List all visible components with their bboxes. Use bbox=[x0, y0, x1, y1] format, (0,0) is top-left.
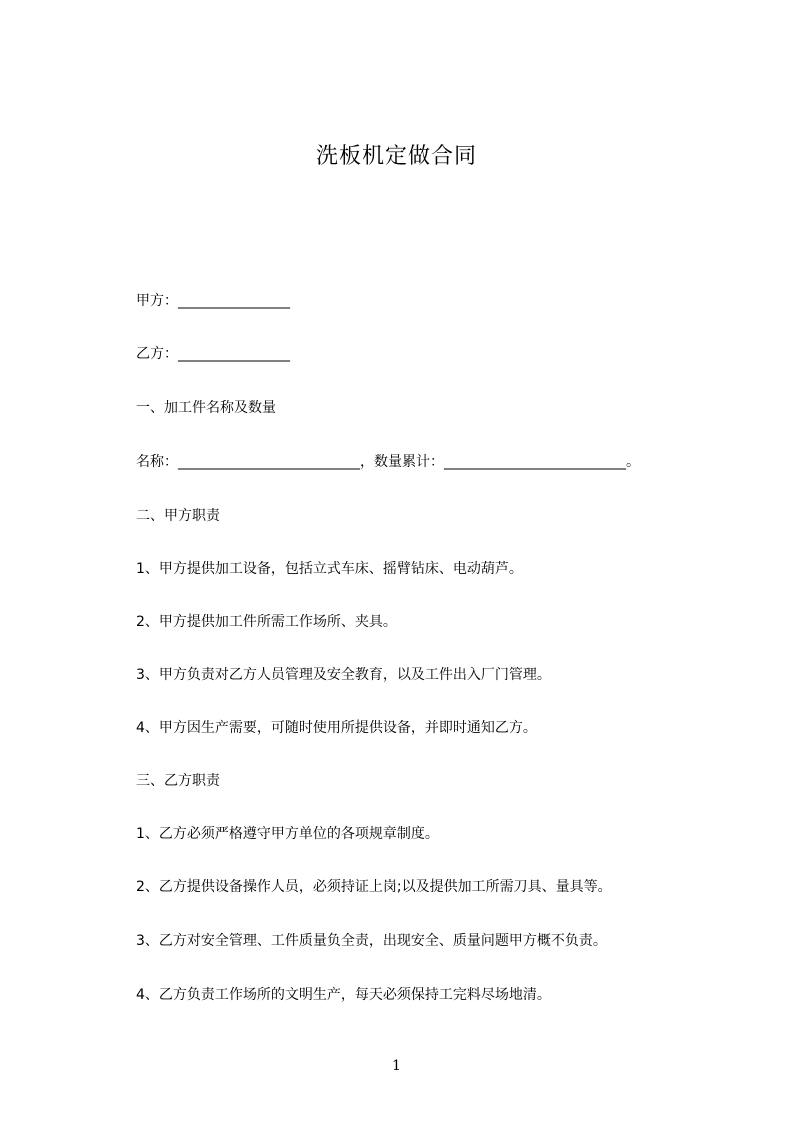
section-heading-2: 二、甲方职责 bbox=[136, 508, 220, 524]
party-b-duty-2: 2、乙方提供设备操作人员，必须持证上岗;以及提供加工所需刀具、量具等。 bbox=[136, 879, 612, 895]
party-a-duty-4: 4、甲方因生产需要，可随时使用所提供设备，并即时通知乙方。 bbox=[136, 720, 537, 736]
party-a-duty-2: 2、甲方提供加工件所需工作场所、夹具。 bbox=[136, 614, 397, 630]
party-a-line: 甲方：________________ bbox=[136, 293, 290, 309]
document-title: 洗板机定做合同 bbox=[315, 144, 477, 169]
section-heading-1: 一、加工件名称及数量 bbox=[136, 400, 276, 416]
name-quantity-line: 名称：__________________________，数量累计：__________________________。 bbox=[136, 454, 640, 470]
section-heading-3: 三、乙方职责 bbox=[136, 773, 220, 789]
party-b-duty-3: 3、乙方对安全管理、工件质量负全责，出现安全、质量问题甲方概不负责。 bbox=[136, 933, 607, 949]
party-b-duty-4: 4、乙方负责工作场所的文明生产，每天必须保持工完料尽场地清。 bbox=[136, 987, 551, 1003]
party-a-duty-3: 3、甲方负责对乙方人员管理及安全教育，以及工件出入厂门管理。 bbox=[136, 667, 551, 683]
party-b-line: 乙方：________________ bbox=[136, 346, 290, 362]
party-b-duty-1: 1、乙方必须严格遵守甲方单位的各项规章制度。 bbox=[136, 826, 439, 842]
party-a-duty-1: 1、甲方提供加工设备，包括立式车床、摇臂钻床、电动葫芦。 bbox=[136, 561, 523, 577]
page-number: 1 bbox=[392, 1058, 401, 1074]
